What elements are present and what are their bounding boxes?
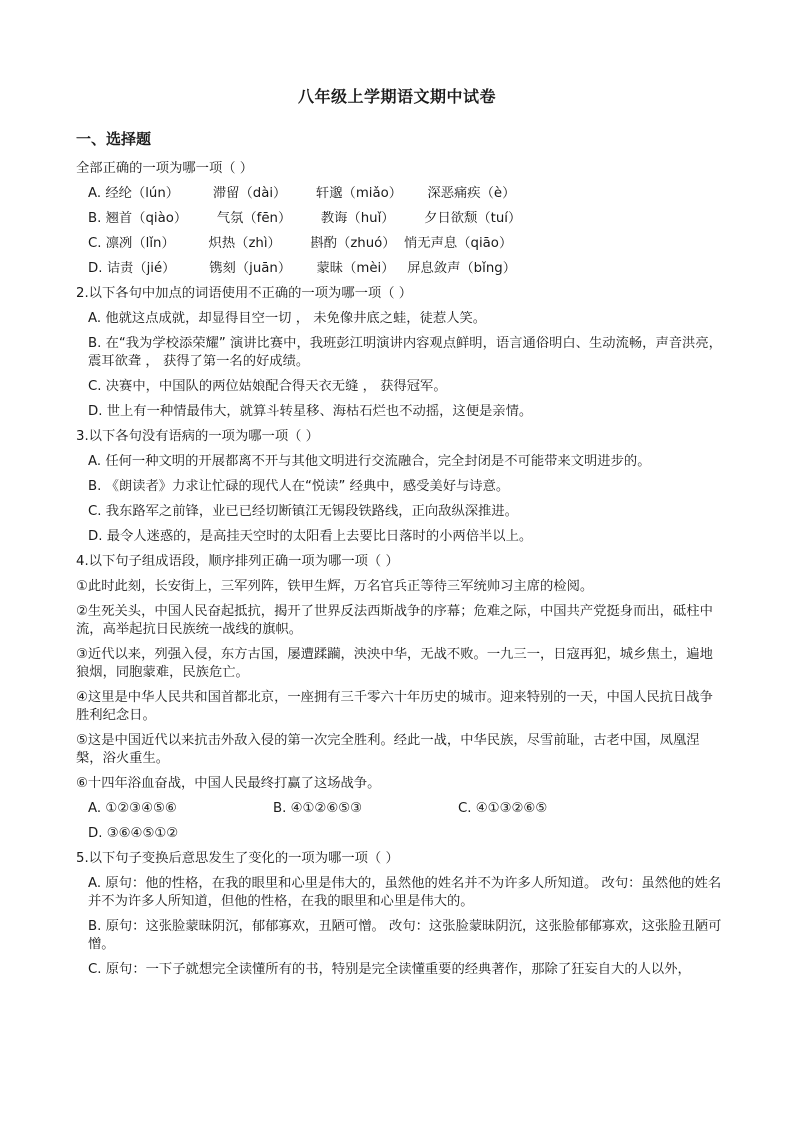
question-stem: 全部正确的一项为哪一项（ ） [76,161,254,176]
option-c: C. ④①③②⑥⑤ [458,801,548,816]
option-row [76,800,722,818]
option-b: B. 翘首（qiào） 气氛（fēn） 教诲（huǐ） 夕日欲颓（tuí） [88,211,522,226]
option-b: B. 原句：这张脸蒙昧阴沉，郁郁寡欢，丑陋可憎。 改句：这张脸蒙昧阴沉，这张脸郁郁寡欢，这张脸丑陋可憎。 [88,919,722,952]
option-c: C. 凛冽（lǐn） 炽热（zhì） 斟酌（zhuó） 悄无声息（qiāo） [88,236,513,251]
option-a: A. 原句：他的性格，在我的眼里和心里是伟大的，虽然他的姓名并不为许多人所知道。 改句：虽然他的姓名并不为许多人所知道，但他的性格，在我的眼里和心里是伟大的。 [88,876,722,909]
option-a: A. 经纶（lún） 滞留（dài） 轩邈（miǎo） 深恶痛疾（è） [88,186,516,201]
sentence-1: ①此时此刻，长安街上，三军列阵，铁甲生辉，万名官兵正等待三军统帅习主席的检阅。 [76,579,594,594]
question-2 [76,285,722,421]
option-b: B. 在“我为学校添荣耀” 演讲比赛中，我班彭江明演讲内容观点鲜明，语言通俗明白、生动流畅，声音洪亮，震耳欲聋 ， 获得了第一名的好成绩。 [88,336,722,369]
question-list [76,160,722,986]
option-d: D. 最令人迷惑的，是高挂天空时的太阳看上去要比日落时的小两倍半以上。 [88,529,533,544]
option-a: A. 他就这点成就，却显得目空一切 ， 未免像井底之蛙，徒惹人笑。 [88,311,487,326]
sentence-4: ④这里是中华人民共和国首都北京，一座拥有三千零六十年历史的城市。迎来特别的一天，中国人民抗日战争胜利纪念日。 [76,690,713,723]
sentence-5: ⑤这是中国近代以来抗击外敌入侵的第一次完全胜利。经此一战，中华民族，尽雪前耻，古老中国，凤凰涅槃，浴火重生。 [76,733,700,766]
option-c: C. 原句：一下子就想完全读懂所有的书，特别是完全读懂重要的经典著作，那除了狂妄自大的人以外， [88,962,691,977]
section-heading: 一、选择题 [76,130,152,148]
option-a: A. ①②③④⑤⑥ [88,801,177,816]
option-b: B. 《朗读者》力求让忙碌的现代人在“悦读” 经典中，感受美好与诗意。 [88,479,510,494]
option-a: A. 任何一种文明的开展都离不开与其他文明进行交流融合，完全封闭是不可能带来文明进步的。 [88,454,651,469]
question-3 [76,428,722,546]
question-stem: 2.以下各句中加点的词语使用不正确的一项为哪一项（ ） [76,286,413,301]
option-d: D. 世上有一种情最伟大，就算斗转星移、海枯石烂也不动摇，这便是亲情。 [88,404,533,419]
sentence-3: ③近代以来，列强入侵，东方古国，屡遭蹂躏，泱泱中华，无战不败。一九三一，日寇再犯，城乡焦土，遍地狼烟，同胞蒙难，民族危亡。 [76,647,713,680]
question-4 [76,553,722,843]
question-1 [76,160,722,278]
question-5 [76,850,722,979]
question-stem: 4.以下句子组成语段，顺序排列正确一项为哪一项（ ） [76,554,399,569]
option-d: D. ③⑥④⑤①② [88,826,179,841]
option-c: C. 决赛中，中国队的两位姑娘配合得天衣无缝 ， 获得冠军。 [88,379,447,394]
sentence-6: ⑥十四年浴血奋战，中国人民最终打赢了这场战争。 [76,776,381,791]
option-c: C. 我东路军之前锋，业已已经切断镇江无锡段铁路线，正向敌纵深推进。 [88,504,518,519]
option-d: D. 诘责（jié） 镌刻（juān） 蒙昧（mèi） 屏息敛声（bǐng） [88,261,516,276]
page-title: 八年级上学期语文期中试卷 [297,87,496,106]
sentence-2: ②生死关头，中国人民奋起抵抗，揭开了世界反法西斯战争的序幕；危难之际，中国共产党挺身而出，砥柱中流，高举起抗日民族统一战线的旗帜。 [76,604,713,637]
option-b: B. ④①②⑥⑤③ [273,801,363,816]
question-stem: 3.以下各句没有语病的一项为哪一项（ ） [76,429,319,444]
question-stem: 5.以下句子变换后意思发生了变化的一项为哪一项（ ） [76,851,399,866]
